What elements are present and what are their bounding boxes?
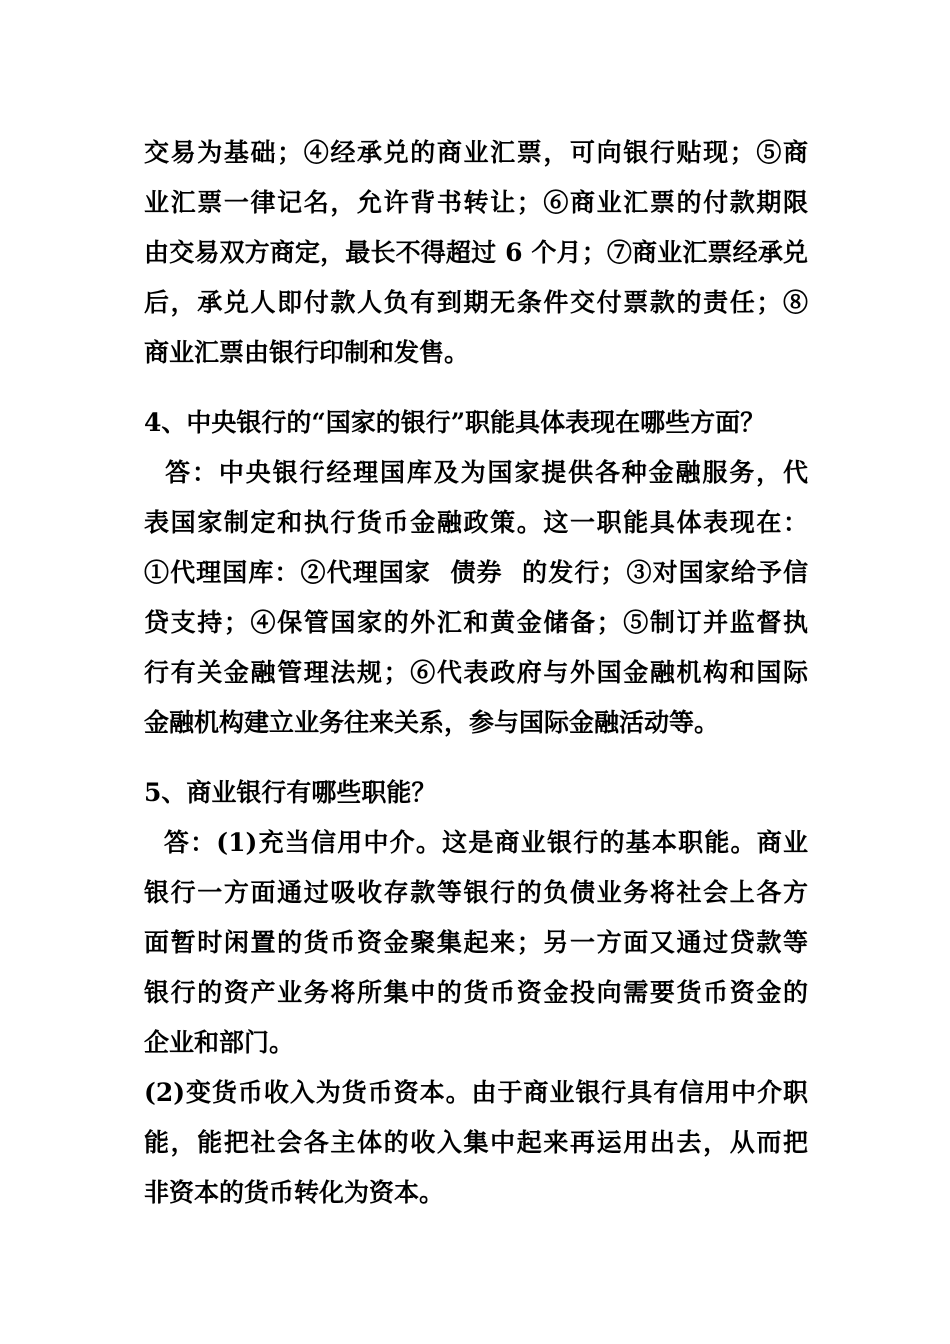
- text-line: 商业汇票由银行印制和发售。: [144, 338, 470, 367]
- question-heading: 4、中央银行的“国家的银行”职能具体表现在哪些方面？: [144, 408, 766, 437]
- text-line: 交易为基础；④经承兑的商业汇票，可向银行贴现；⑤商: [144, 138, 808, 167]
- answer-line: 答：中央银行经理国库及为国家提供各种金融服务，代: [144, 458, 808, 487]
- answer-line: 银行的资产业务将所集中的货币资金投向需要货币资金的: [144, 978, 808, 1007]
- answer-line: ①代理国库：②代理国家 债券 的发行；③对国家给予信: [144, 558, 808, 587]
- answer-line: 企业和部门。: [144, 1028, 295, 1057]
- text-line: 业汇票一律记名，允许背书转让；⑥商业汇票的付款期限: [144, 188, 808, 217]
- answer-line: 面暂时闲置的货币资金聚集起来；另一方面又通过贷款等: [144, 928, 808, 957]
- paragraph-gap: [144, 748, 808, 768]
- section-question-5: [144, 768, 808, 1218]
- answer-line: 行有关金融管理法规；⑥代表政府与外国金融机构和国际: [144, 658, 808, 687]
- section-question-4: [144, 398, 808, 748]
- text-line: 后，承兑人即付款人负有到期无条件交付票款的责任；⑧: [144, 288, 808, 317]
- paragraph-gap: [144, 378, 808, 398]
- answer-line: 答：(1)充当信用中介。这是商业银行的基本职能。商业: [144, 828, 808, 857]
- answer-line: 非资本的货币转化为资本。: [144, 1178, 445, 1207]
- answer-line: 金融机构建立业务往来关系，参与国际金融活动等。: [144, 708, 720, 737]
- answer-line: 银行一方面通过吸收存款等银行的负债业务将社会上各方: [144, 878, 808, 907]
- answer-line: 表国家制定和执行货币金融政策。这一职能具体表现在：: [144, 508, 808, 537]
- question-heading: 5、商业银行有哪些职能？: [144, 778, 437, 807]
- answer-line: 能，能把社会各主体的收入集中起来再运用出去，从而把: [144, 1128, 808, 1157]
- text-line: 由交易双方商定，最长不得超过 6 个月；⑦商业汇票经承兑: [144, 238, 808, 267]
- paragraph-commercial-bill: [144, 128, 808, 378]
- document-page: [144, 128, 808, 1218]
- answer-line: (2)变货币收入为货币资本。由于商业银行具有信用中介职: [144, 1078, 808, 1107]
- answer-line: 贷支持；④保管国家的外汇和黄金储备；⑤制订并监督执: [144, 608, 808, 637]
